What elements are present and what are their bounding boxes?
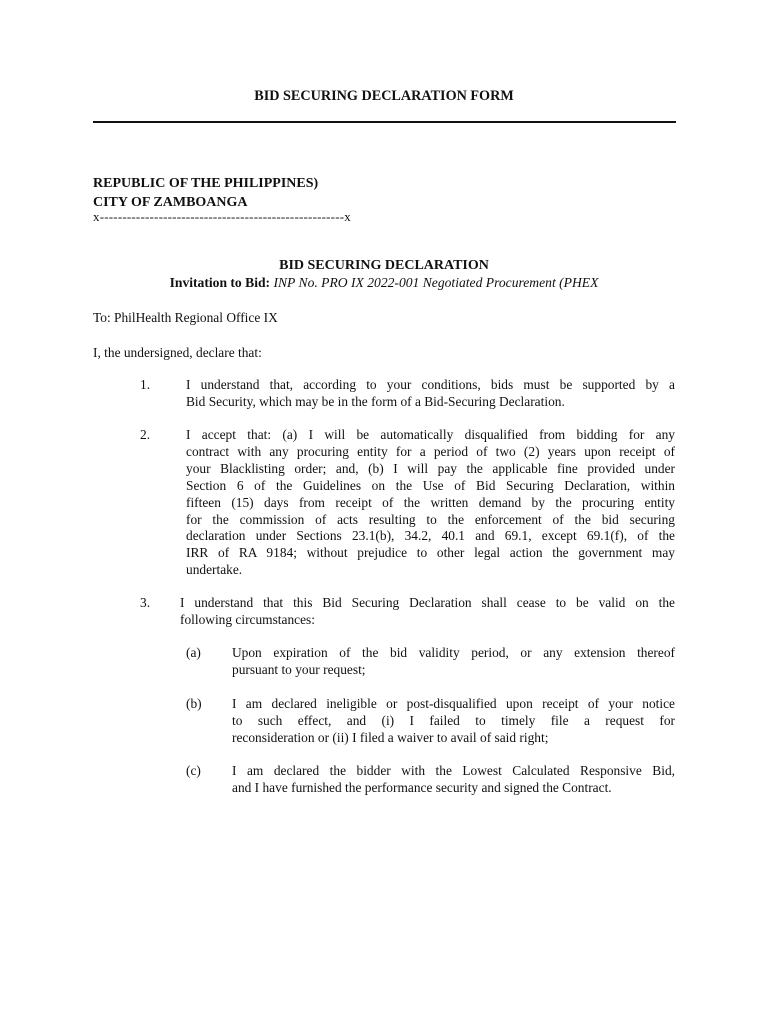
itb-value: INP No. PRO IX 2022-001 Negotiated Procurement (PHEX <box>270 275 599 290</box>
subitem-c-line: I am declared the bidder with the Lowest Calculated Responsive Bid, <box>232 763 675 778</box>
item-3-number: 3. <box>140 595 151 610</box>
item-3-line: I understand that this Bid Securing Declaration shall cease to be valid on the <box>180 595 675 610</box>
subitem-a-label: (a) <box>186 645 201 660</box>
item-2-line: your Blacklisting order; and, (b) I will pay the applicable fine provided under <box>186 460 675 476</box>
item-2-line: Section 6 of the Guidelines on the Use of Bid Securing Declaration, within <box>186 477 675 493</box>
item-2-number: 2. <box>140 427 151 442</box>
intro-line: I, the undersigned, declare that: <box>93 345 262 360</box>
declaration-title: BID SECURING DECLARATION <box>279 258 489 273</box>
subitem-c-label: (c) <box>186 763 201 778</box>
title-rule <box>93 121 676 123</box>
caption-block <box>93 174 318 212</box>
invitation-to-bid <box>0 275 768 291</box>
item-1-number: 1. <box>140 377 151 392</box>
caption-city: CITY OF ZAMBOANGA <box>93 195 248 210</box>
subitem-b-line: I am declared ineligible or post-disqualified upon receipt of your notice <box>232 696 675 711</box>
addressee-line: To: PhilHealth Regional Office IX <box>93 310 278 325</box>
caption-republic: REPUBLIC OF THE PHILIPPINES) <box>93 176 319 191</box>
subitem-a-text <box>232 645 675 679</box>
caption-x-line: x------------------------------------------------------x <box>93 209 351 224</box>
item-2-line: for the commission of acts resulting to the enforcement of the bid securing <box>186 511 675 527</box>
item-2-line: fifteen (15) days from receipt of the written demand by the procuring entity <box>186 494 675 510</box>
item-1-text <box>186 377 675 411</box>
subitem-a-line: pursuant to your request; <box>232 661 366 677</box>
itb-label: Invitation to Bid: <box>169 275 271 290</box>
item-2-line: I accept that: (a) I will be automatically disqualified from bidding for any <box>186 427 675 442</box>
item-3-text <box>180 595 675 629</box>
subitem-b-label: (b) <box>186 696 202 711</box>
item-1-line: Bid Security, which may be in the form of a Bid-Securing Declaration. <box>186 393 565 409</box>
item-2-line: contract with any procuring entity for a period of two (2) years upon receipt of <box>186 443 675 459</box>
item-3-line: following circumstances: <box>180 611 315 627</box>
subitem-b-line: to such effect, and (i) I failed to timely file a request for <box>232 712 675 728</box>
item-2-text <box>186 427 675 579</box>
item-1-line: I understand that, according to your conditions, bids must be supported by a <box>186 377 675 392</box>
item-2-line: IRR of RA 9184; without prejudice to other legal action the government may <box>186 545 675 561</box>
form-title: BID SECURING DECLARATION FORM <box>254 88 514 104</box>
subitem-b-line: reconsideration or (ii) I filed a waiver to avail of said right; <box>232 729 549 745</box>
item-2-line: declaration under Sections 23.1(b), 34.2, 40.1 and 69.1, except 69.1(f), of the <box>186 528 675 544</box>
subitem-c-text <box>232 763 675 797</box>
item-2-line: undertake. <box>186 562 243 578</box>
subitem-c-line: and I have furnished the performance security and signed the Contract. <box>232 779 612 795</box>
subitem-a-line: Upon expiration of the bid validity period, or any extension thereof <box>232 645 675 660</box>
subitem-b-text <box>232 696 675 747</box>
